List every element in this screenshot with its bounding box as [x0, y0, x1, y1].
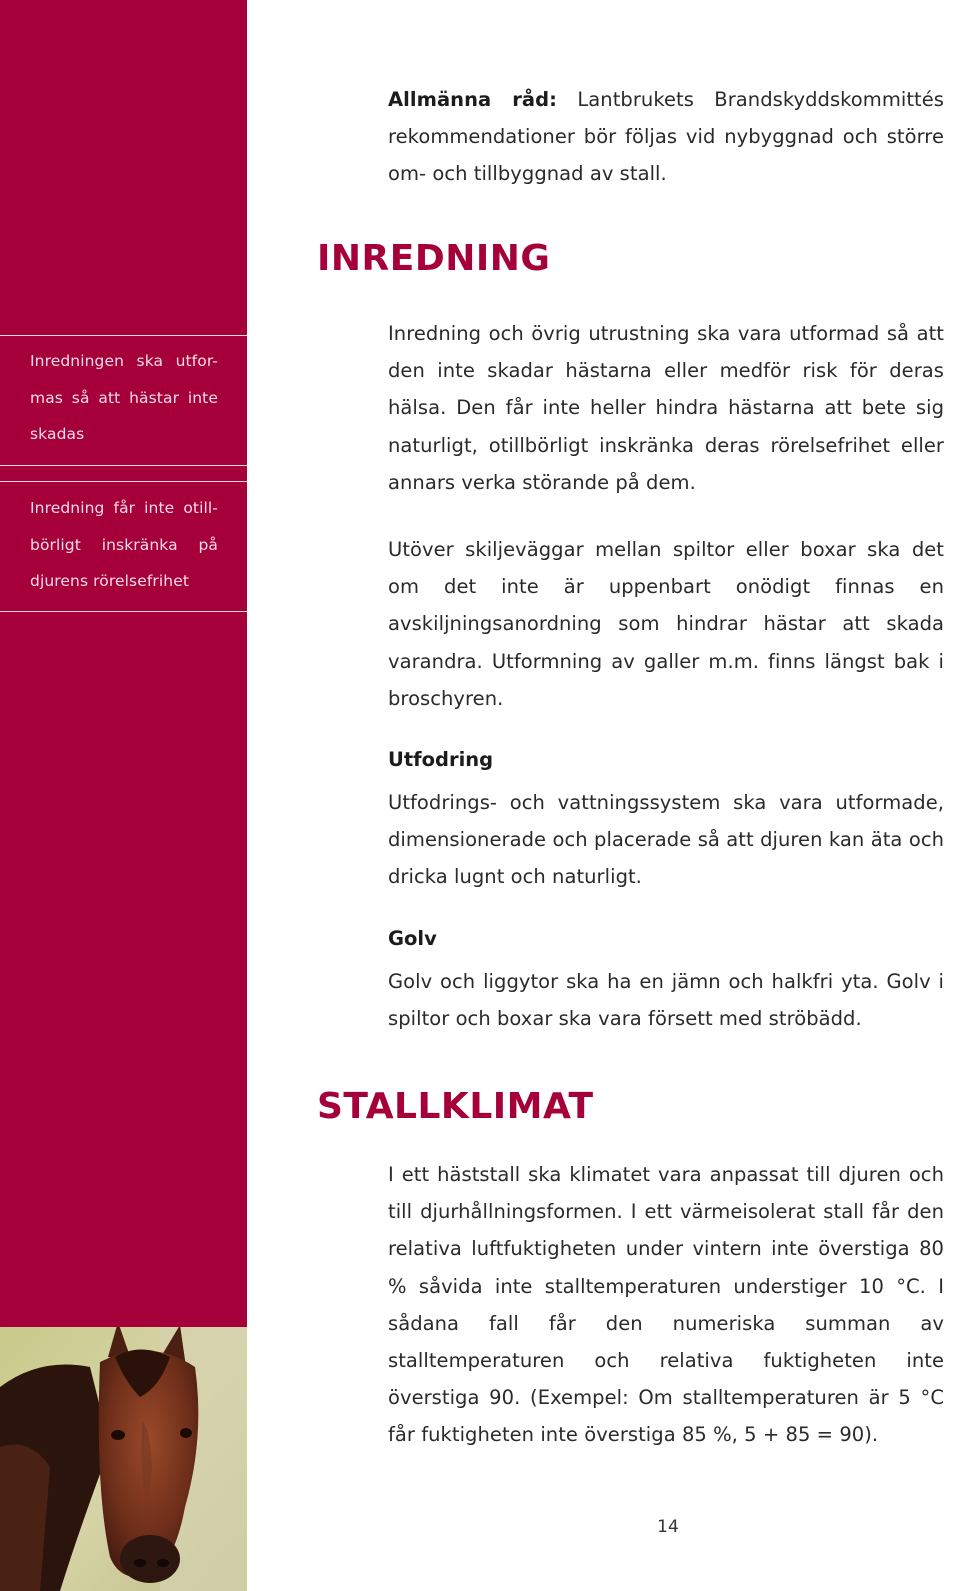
subheading-golv: Golv — [388, 927, 437, 950]
horse-image — [0, 1327, 247, 1591]
sidebar-note-line: mas så att hästar inte — [30, 388, 218, 407]
golv-paragraph: Golv och liggytor ska ha en jämn och halkfri yta. Golv i spiltor och boxar ska vara försett med ströbädd. — [388, 970, 944, 1031]
sidebar-divider — [0, 465, 247, 466]
section-title-stallklimat: STALLKLIMAT — [317, 1086, 594, 1127]
intro-text: Lantbrukets Brandskyddskommittés rekommendationer bör följas vid nybyggnad och större om- och tillbyggnad av stall. — [388, 88, 944, 186]
page-number: 14 — [657, 1517, 679, 1537]
section-title-inredning: INREDNING — [317, 238, 551, 279]
sidebar-note-injury — [30, 343, 218, 453]
sidebar — [0, 0, 247, 1591]
horse-photo — [0, 1327, 247, 1591]
sidebar-note-line: Inredningen ska utfor- — [30, 352, 218, 370]
inredning-paragraph-2: Utöver skiljeväggar mellan spiltor eller boxar ska det om det inte är uppenbart onödigt finnas en avskiljningsanordning som hindrar hästar att skada varandra. Utformning av galler m.m. finns längst bak i broschyren. — [388, 538, 944, 710]
intro-label: Allmänna råd: — [388, 88, 557, 111]
sidebar-divider — [0, 481, 247, 482]
sidebar-note-freedom — [30, 490, 218, 600]
subheading-utfodring: Utfodring — [388, 748, 494, 771]
sidebar-note-line: börligt inskränka på — [30, 535, 218, 554]
intro-paragraph — [388, 81, 944, 193]
sidebar-note-line: Inredning får inte otill- — [30, 499, 218, 517]
stallklimat-paragraph: I ett häststall ska klimatet vara anpassat till djuren och till djurhållningsformen. I ett värmeisolerat stall får den relativa luftfuktigheten under vintern inte överstiga 80 % såvida inte stalltemperaturen understiger 10 °C. I sådana fall får den numeriska summan av stalltemperaturen och relativa fuktigheten inte överstiga 90. (Exempel: Om stalltemperaturen är 5 °C får fuktigheten inte överstiga 85 %, 5 + 85 = 90). — [388, 1163, 944, 1447]
utfodring-paragraph: Utfodrings- och vattningssystem ska vara utformade, dimensionerade och placerade så att djuren kan äta och dricka lugnt och naturligt. — [388, 791, 944, 889]
sidebar-note-line: djurens rörelsefrihet — [30, 572, 190, 591]
sidebar-divider — [0, 335, 247, 336]
inredning-paragraph-1: Inredning och övrig utrustning ska vara utformad så att den inte skadar hästarna eller medför risk för deras hälsa. Den får inte heller hindra hästarna att bete sig naturligt, otillbörligt inskränka deras rörelsefrihet eller annars verka störande på dem. — [388, 322, 944, 494]
sidebar-divider — [0, 611, 247, 612]
sidebar-note-line: skadas — [30, 425, 85, 444]
